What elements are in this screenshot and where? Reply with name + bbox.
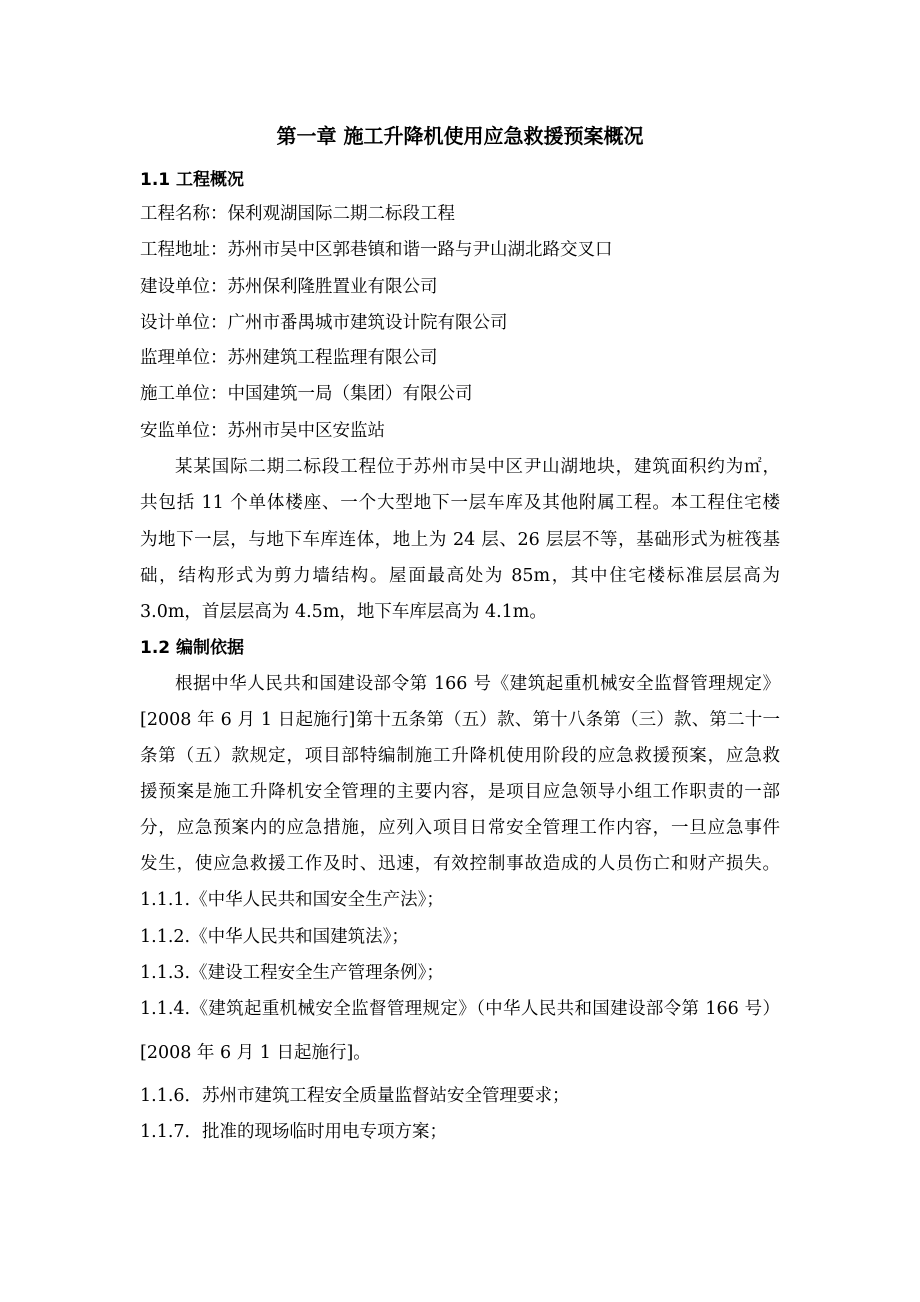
overview-paragraph-line: 3.0m，首层层高为 4.5m，地下车库层高为 4.1m。 — [140, 602, 547, 622]
field-project-address: 工程地址：苏州市吴中区郭巷镇和谐一路与尹山湖北路交叉口 — [140, 240, 613, 260]
overview-paragraph-line: 为地下一层，与地下车库连体，地上为 24 层、26 层层不等，基础形式为桩筏基 — [140, 530, 780, 550]
basis-item: 1.1.6．苏州市建筑工程安全质量监督站安全管理要求； — [140, 1086, 570, 1106]
basis-item: 1.1.7．批准的现场临时用电专项方案； — [140, 1122, 448, 1142]
overview-paragraph-line: 某某国际二期二标段工程位于苏州市吴中区尹山湖地块，建筑面积约为㎡， — [175, 457, 780, 477]
chapter-title: 第一章 施工升降机使用应急救援预案概况 — [276, 124, 644, 148]
basis-item: 1.1.2.《中华人民共和国建筑法》； — [140, 927, 409, 947]
basis-item-continuation: [2008 年 6 月 1 日起施行]。 — [140, 1043, 371, 1063]
basis-item: 1.1.4.《建筑起重机械安全监督管理规定》（中华人民共和国建设部令第 166 号） — [140, 999, 780, 1019]
basis-item: 1.1.1.《中华人民共和国安全生产法》； — [140, 890, 444, 910]
basis-paragraph-line: 条第（五）款规定，项目部特编制施工升降机使用阶段的应急救援预案，应急救 — [140, 746, 780, 766]
overview-paragraph-line: 础，结构形式为剪力墙结构。屋面最高处为 85m，其中住宅楼标准层层高为 — [140, 566, 780, 586]
basis-paragraph-line: 发生，使应急救援工作及时、迅速，有效控制事故造成的人员伤亡和财产损失。 — [140, 854, 780, 874]
basis-paragraph-line: 根据中华人民共和国建设部令第 166 号《建筑起重机械安全监督管理规定》 — [175, 674, 780, 694]
field-designer: 设计单位：广州市番禺城市建筑设计院有限公司 — [140, 313, 508, 333]
basis-paragraph-line: 分，应急预案内的应急措施，应列入项目日常安全管理工作内容，一旦应急事件 — [140, 818, 780, 838]
section-heading-project-overview: 1.1 工程概况 — [140, 170, 245, 190]
basis-item: 1.1.3.《建设工程安全生产管理条例》； — [140, 963, 444, 983]
field-developer: 建设单位：苏州保利隆胜置业有限公司 — [140, 277, 438, 297]
basis-paragraph-line: [2008 年 6 月 1 日起施行]第十五条第（五）款、第十八条第（三）款、第二十一 — [140, 710, 780, 730]
basis-paragraph-line: 援预案是施工升降机安全管理的主要内容，是项目应急领导小组工作职责的一部 — [140, 782, 780, 802]
field-project-name: 工程名称：保利观湖国际二期二标段工程 — [140, 204, 455, 224]
field-safety-authority: 安监单位：苏州市吴中区安监站 — [140, 421, 385, 441]
field-contractor: 施工单位：中国建筑一局（集团）有限公司 — [140, 384, 473, 404]
section-heading-basis: 1.2 编制依据 — [140, 638, 245, 658]
field-supervisor: 监理单位：苏州建筑工程监理有限公司 — [140, 348, 438, 368]
overview-paragraph-line: 共包括 11 个单体楼座、一个大型地下一层车库及其他附属工程。本工程住宅楼 — [140, 493, 780, 513]
